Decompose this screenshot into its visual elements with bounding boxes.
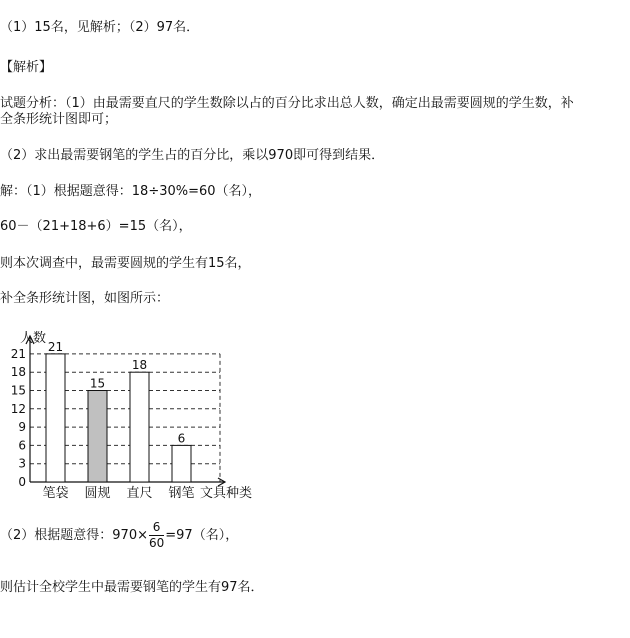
bar	[88, 391, 107, 483]
part2-formula	[0, 520, 238, 551]
bar-value-label: 15	[89, 376, 106, 391]
x-tick-label: 圆规	[84, 486, 111, 501]
solution-line-2: 60－（21+18+6）=15（名），	[0, 219, 192, 234]
y-tick-label: 6	[18, 438, 26, 453]
analysis-heading: 【解析】	[0, 60, 53, 75]
x-axis-label: 文具种类	[200, 486, 253, 501]
y-tick-label: 15	[10, 383, 26, 398]
bar-chart	[0, 325, 270, 505]
y-tick-label: 21	[10, 346, 26, 361]
part2-prefix: （2）根据题意得：970×	[0, 528, 148, 543]
bar	[172, 445, 191, 482]
bar-value-label: 18	[131, 358, 148, 373]
conclusion-line: 则估计全校学生中最需要钢笔的学生有97名．	[0, 580, 264, 595]
y-tick-label: 12	[10, 401, 26, 416]
y-tick-label: 0	[18, 475, 26, 489]
analysis-line-1: 试题分析：（1）由最需要直尺的学生数除以占的百分比求出总人数，确定出最需要圆规的学生数，补	[0, 96, 574, 111]
y-tick-label: 9	[18, 420, 26, 435]
analysis-line-2: 全条形统计图即可；	[0, 112, 118, 127]
y-tick-label: 18	[10, 365, 26, 380]
fraction	[149, 520, 164, 551]
x-tick-label: 钢笔	[168, 486, 195, 501]
solution-line-4: 补全条形统计图，如图所示：	[0, 291, 170, 306]
bar-value-label: 21	[47, 339, 64, 354]
fraction-numerator: 6	[149, 520, 164, 536]
bar	[46, 354, 65, 482]
y-axis-label: 人数	[20, 331, 47, 346]
bar-value-label: 6	[177, 431, 186, 446]
fraction-denominator: 60	[148, 536, 165, 550]
x-tick-label: 笔袋	[42, 486, 69, 501]
y-tick-label: 3	[18, 456, 26, 471]
solution-line-3: 则本次调查中，最需要圆规的学生有15名，	[0, 256, 251, 271]
answer-line: （1）15名，见解析；（2）97名．	[0, 20, 200, 35]
solution-line-1: 解：（1）根据题意得：18÷30%=60（名），	[0, 184, 262, 199]
bar	[130, 372, 149, 482]
part2-suffix: =97（名），	[165, 528, 239, 543]
analysis-line-3: （2）求出最需要钢笔的学生占的百分比，乘以970即可得到结果．	[0, 148, 385, 163]
x-tick-label: 直尺	[126, 486, 153, 501]
